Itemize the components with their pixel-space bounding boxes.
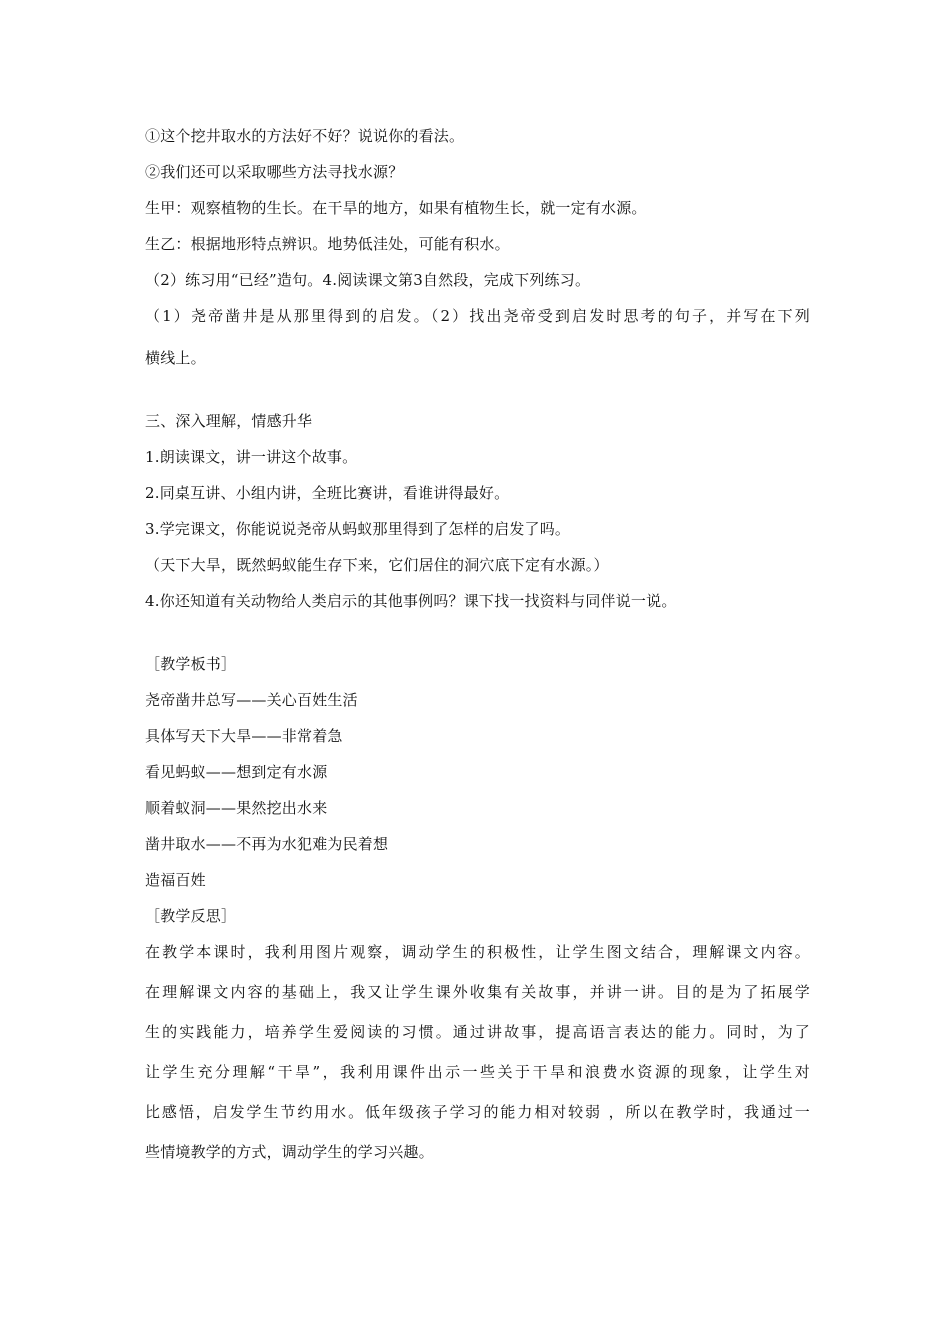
exercise-sentence-making: （2）练习用“已经”造句。4.阅读课文第3自然段，完成下列练习。 <box>145 271 591 289</box>
section-three-item-4: 4.你还知道有关动物给人类启示的其他事例吗？课下找一找资料与同伴说一说。 <box>145 592 677 610</box>
question-method-opinion: ①这个挖井取水的方法好不好？说说你的看法。 <box>145 127 465 145</box>
board-writing-heading: ［教学板书］ <box>145 655 237 673</box>
exercise-paragraph-three: （1）尧帝凿井是从那里得到的启发。（2）找出尧帝受到启发时思考的句子，并写在下列 <box>145 307 810 325</box>
board-writing-line: 尧帝凿井总写——关心百姓生活 <box>145 691 358 709</box>
reflection-paragraph-line: 在理解课文内容的基础上，我又让学生课外收集有关故事，并讲一讲。目的是为了拓展学 <box>145 983 810 1001</box>
section-three-item-3: 3.学完课文，你能说说尧帝从蚂蚁那里得到了怎样的启发了吗。 <box>145 520 571 538</box>
section-three-heading: 三、深入理解，情感升华 <box>145 412 313 430</box>
teaching-reflection-heading: ［教学反思］ <box>145 907 237 925</box>
board-writing-line: 具体写天下大旱——非常着急 <box>145 727 343 745</box>
reflection-paragraph-line: 生的实践能力，培养学生爱阅读的习惯。通过讲故事，提高语言表达的能力。同时，为了 <box>145 1023 810 1041</box>
board-writing-line: 顺着蚁洞——果然挖出水来 <box>145 799 328 817</box>
student-b-answer: 生乙：根据地形特点辨识。地势低洼处，可能有积水。 <box>145 235 510 253</box>
board-writing-line: 造福百姓 <box>145 871 206 889</box>
board-writing-line: 看见蚂蚁——想到定有水源 <box>145 763 328 781</box>
reflection-paragraph-line: 比感悟，启发学生节约用水。低年级孩子学习的能力相对较弱 ，所以在教学时，我通过一 <box>145 1103 810 1121</box>
section-three-item-3-answer: （天下大旱，既然蚂蚁能生存下来，它们居住的洞穴底下定有水源。） <box>145 556 609 574</box>
reflection-paragraph-line: 些情境教学的方式，调动学生的学习兴趣。 <box>145 1143 434 1161</box>
reflection-paragraph-line: 在教学本课时，我利用图片观察，调动学生的积极性，让学生图文结合，理解课文内容。 <box>145 943 810 961</box>
section-three-item-2: 2.同桌互讲、小组内讲，全班比赛讲，看谁讲得最好。 <box>145 484 510 502</box>
student-a-answer: 生甲：观察植物的生长。在干旱的地方，如果有植物生长，就一定有水源。 <box>145 199 647 217</box>
section-three-item-1: 1.朗读课文，讲一讲这个故事。 <box>145 448 358 466</box>
question-other-methods: ②我们还可以采取哪些方法寻找水源？ <box>145 163 404 181</box>
board-writing-line: 凿井取水——不再为水犯难为民着想 <box>145 835 389 853</box>
reflection-paragraph-line: 让学生充分理解“干旱”，我利用课件出示一些关于干旱和浪费水资源的现象，让学生对 <box>145 1063 810 1081</box>
exercise-paragraph-three-continued: 横线上。 <box>145 349 206 367</box>
